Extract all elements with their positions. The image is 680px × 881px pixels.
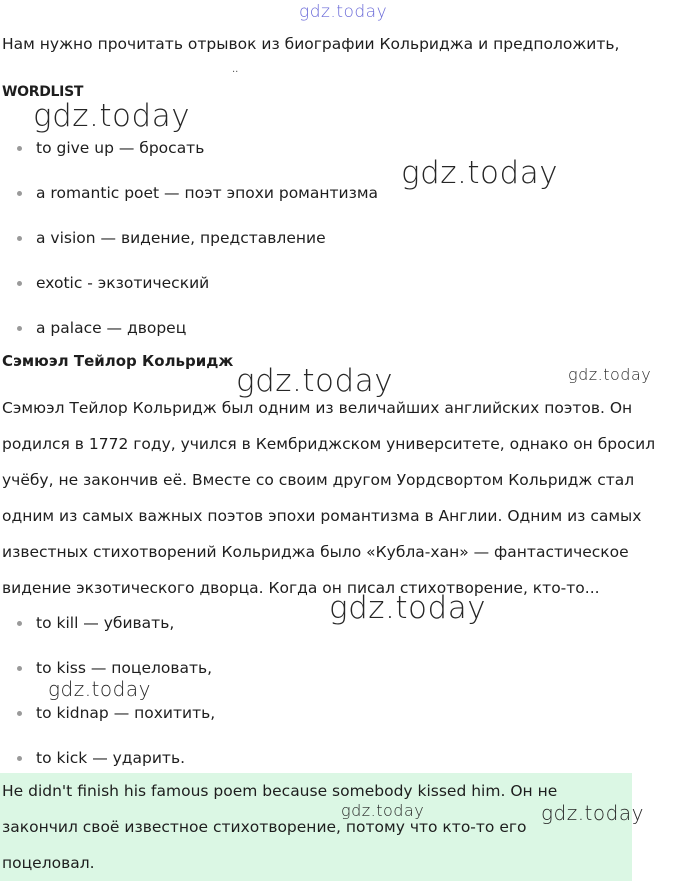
bullet-icon bbox=[17, 191, 22, 196]
bio-line: видение экзотического дворца. Когда он писал стихотворение, кто-то... bbox=[2, 579, 600, 597]
watermark: gdz.today bbox=[236, 363, 394, 399]
bullet-icon bbox=[17, 326, 22, 331]
bio-heading: Сэмюэл Тейлор Кольридж bbox=[2, 352, 234, 370]
bio-paragraph bbox=[2, 390, 655, 606]
watermark: gdz.today bbox=[541, 801, 644, 825]
answer-line: He didn't finish his famous poem because somebody kissed him. Он не bbox=[2, 782, 558, 800]
list-item: a romantic poet — поэт эпохи романтизма bbox=[0, 183, 378, 228]
bullet-icon bbox=[17, 666, 22, 671]
list-item: to kiss — поцеловать, bbox=[0, 658, 215, 703]
list-item: a vision — видение, представление bbox=[0, 228, 378, 273]
list-item: to kidnap — похитить, bbox=[0, 703, 215, 748]
bullet-icon bbox=[17, 756, 22, 761]
list-item: exotic - экзотический bbox=[0, 273, 378, 318]
answer-line: поцеловал. bbox=[2, 854, 95, 872]
bio-line: Сэмюэл Тейлор Кольридж был одним из величайших английских поэтов. Он bbox=[2, 399, 633, 417]
watermark: gdz.today bbox=[33, 98, 191, 134]
bio-line: родился в 1772 году, учился в Кембриджском университете, однако он бросил bbox=[2, 435, 656, 453]
bullet-icon bbox=[17, 711, 22, 716]
bio-line: одним из самых важных поэтов эпохи романтизма в Англии. Одним из самых bbox=[2, 507, 642, 525]
options-list bbox=[0, 613, 215, 793]
wordlist-heading: WORDLIST bbox=[2, 84, 84, 100]
bullet-icon bbox=[17, 621, 22, 626]
watermark: gdz.today bbox=[341, 801, 425, 820]
answer-block bbox=[0, 773, 632, 881]
bio-line: известных стихотворений Кольриджа было «Кубла-хан» — фантастическое bbox=[2, 543, 629, 561]
bullet-icon bbox=[17, 146, 22, 151]
list-item: to kick — ударить. bbox=[0, 748, 215, 793]
intro-text: Нам нужно прочитать отрывок из биографии Кольриджа и предположить, bbox=[2, 35, 620, 53]
bio-line: учёбу, не закончив её. Вместе со своим другом Уордсвортом Кольридж стал bbox=[2, 471, 635, 489]
list-item: to kill — убивать, bbox=[0, 613, 215, 658]
watermark: gdz.today bbox=[568, 365, 652, 384]
bullet-icon bbox=[17, 236, 22, 241]
watermark-top: gdz.today bbox=[299, 2, 388, 22]
answer-line: закончил своё известное стихотворение, потому что кто-то его bbox=[2, 818, 527, 836]
watermark: gdz.today bbox=[48, 677, 151, 701]
watermark: gdz.today bbox=[401, 155, 559, 191]
list-item: a palace — дворец bbox=[0, 318, 378, 363]
watermark: gdz.today bbox=[329, 590, 487, 626]
bullet-icon bbox=[17, 281, 22, 286]
wordlist bbox=[0, 138, 378, 363]
list-item: to give up — бросать bbox=[0, 138, 378, 183]
intro-dots: .. bbox=[232, 64, 239, 75]
